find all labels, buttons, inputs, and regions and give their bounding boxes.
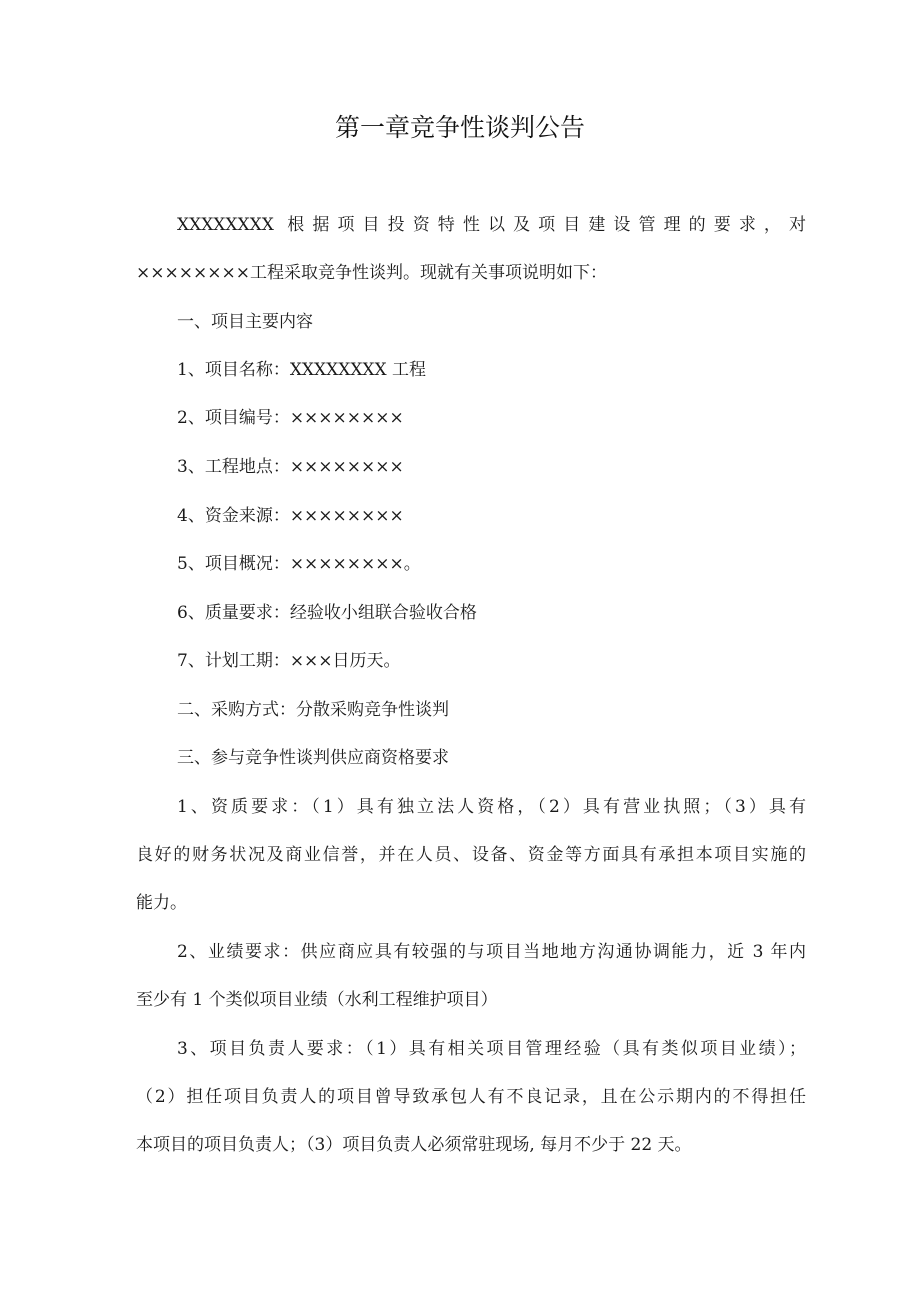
- section2-heading: 二、采购方式：分散采购竞争性谈判: [177, 700, 449, 720]
- intro-line-1: XXXXXXXX 根据项目投资特性以及项目建设管理的要求，对: [177, 215, 806, 235]
- project-overview-item: 5、项目概况：××××××××。: [177, 554, 421, 574]
- performance-req-line-1: 2、业绩要求：供应商应具有较强的与项目当地地方沟通协调能力，近 3 年内: [177, 942, 806, 962]
- intro-line-2: ××××××××工程采取竞争性谈判。现就有关事项说明如下：: [136, 263, 607, 283]
- manager-req-line-1: 3、项目负责人要求：（1）具有相关项目管理经验（具有类似项目业绩）；: [177, 1039, 806, 1059]
- manager-req-line-3: 本项目的项目负责人；（3）项目负责人必须常驻现场, 每月不少于 22 天。: [136, 1135, 692, 1155]
- project-number-item: 2、项目编号：××××××××: [177, 408, 404, 428]
- manager-req-line-2: （2）担任项目负责人的项目曾导致承包人有不良记录，且在公示期内的不得担任: [136, 1087, 806, 1107]
- funding-source-item: 4、资金来源：××××××××: [177, 506, 404, 526]
- section3-heading: 三、参与竞争性谈判供应商资格要求: [177, 748, 449, 768]
- performance-req-line-2: 至少有 1 个类似项目业绩（水利工程维护项目）: [136, 990, 498, 1010]
- qualification-req-line-2: 良好的财务状况及商业信誉，并在人员、设备、资金等方面具有承担本项目实施的: [136, 845, 806, 865]
- page-title: 第一章竞争性谈判公告: [334, 113, 585, 142]
- project-location-item: 3、工程地点：××××××××: [177, 457, 404, 477]
- planned-duration-item: 7、计划工期：×××日历天。: [177, 651, 401, 671]
- section1-heading: 一、项目主要内容: [177, 312, 313, 332]
- quality-requirement-item: 6、质量要求：经验收小组联合验收合格: [177, 603, 477, 623]
- qualification-req-line-1: 1、资质要求：（1）具有独立法人资格，（2）具有营业执照；（3）具有: [177, 797, 806, 817]
- project-name-item: 1、项目名称：XXXXXXXX 工程: [177, 360, 427, 380]
- qualification-req-line-3: 能力。: [136, 893, 187, 913]
